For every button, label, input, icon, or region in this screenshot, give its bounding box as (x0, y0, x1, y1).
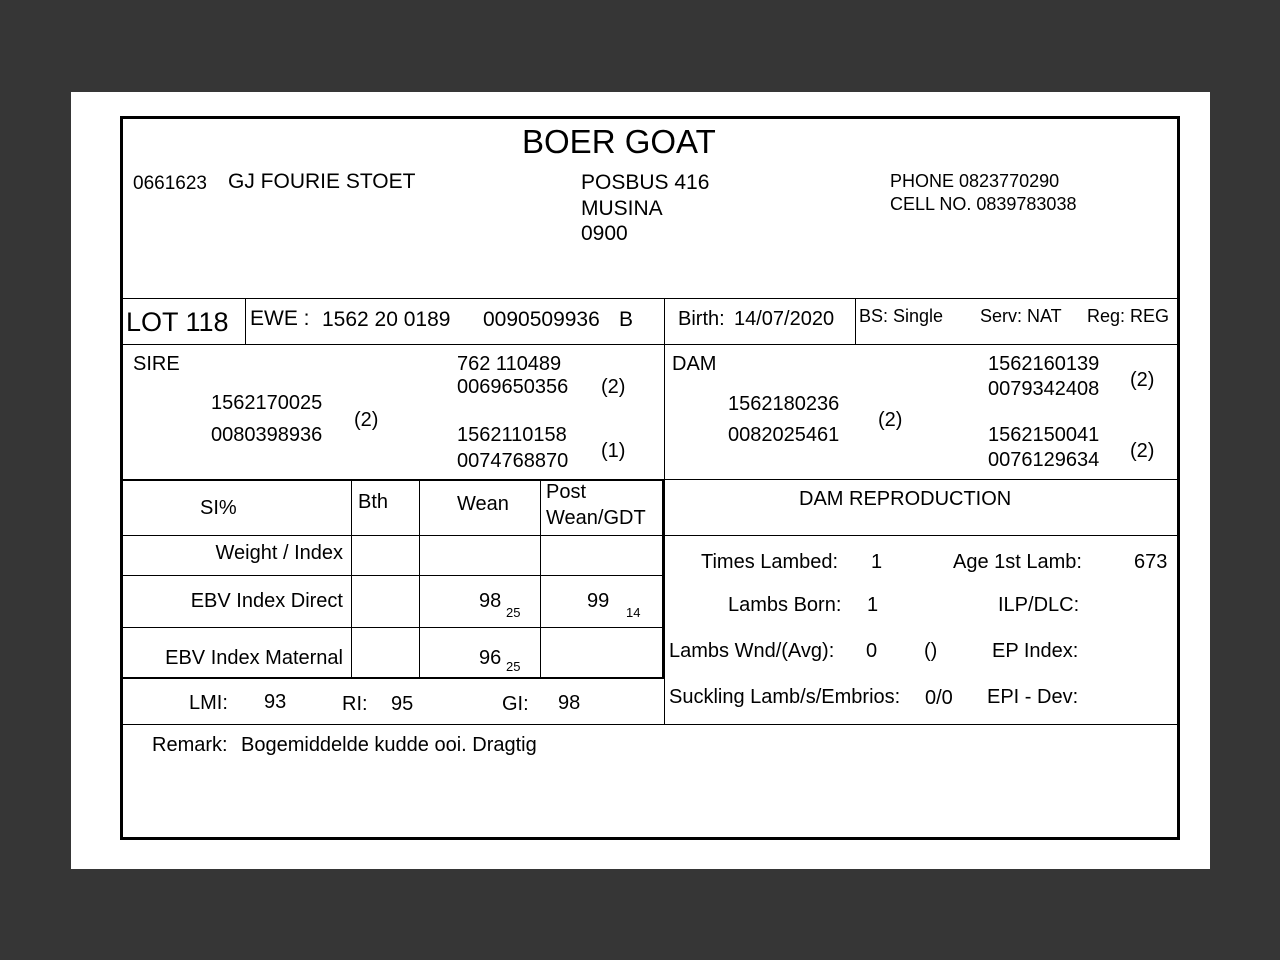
divider (121, 344, 1178, 345)
ep-index-label: EP Index: (992, 640, 1079, 662)
dam-sire-grade: (2) (1130, 369, 1155, 391)
divider (351, 481, 352, 677)
dam-grade: (2) (878, 409, 903, 431)
sale-card (120, 116, 1180, 840)
remark-text: Bogemiddelde kudde ooi. Dragtig (241, 734, 537, 756)
row-label-direct: EBV Index Direct (190, 590, 343, 612)
sire-sire-reg: 0069650356 (457, 376, 569, 398)
lot-number: LOT 118 (126, 307, 229, 337)
divider (121, 479, 123, 679)
sire-dam-reg: 0074768870 (457, 450, 569, 472)
divider (664, 479, 1178, 480)
dam-sire-reg: 0079342408 (988, 378, 1100, 400)
dam-label: DAM (672, 353, 717, 375)
birth-status: BS: Single (859, 306, 944, 326)
service: Serv: NAT (980, 306, 1062, 326)
card-title: BOER GOAT (522, 123, 716, 160)
divider (121, 298, 1178, 299)
dam-dam-grade: (2) (1130, 440, 1155, 462)
sire-dam-id: 1562110158 (457, 424, 567, 446)
sire-reg: 0080398936 (211, 424, 323, 446)
direct-post-value: 99 (587, 590, 610, 612)
suckling-label: Suckling Lamb/s/Embrios: (669, 686, 901, 708)
dam-reg: 0082025461 (728, 424, 840, 446)
column-header-post-wean: Wean/GDT (546, 507, 646, 529)
column-header-post: Post (546, 481, 587, 503)
sire-sire-grade: (2) (601, 376, 626, 398)
divider (121, 627, 664, 628)
address-line: POSBUS 416 (581, 171, 710, 194)
lambs-weaned-value: 0 (866, 640, 878, 662)
divider (121, 575, 664, 576)
times-lambed-label: Times Lambed: (701, 551, 839, 573)
gi-label: GI: (502, 693, 529, 715)
maternal-wean-value: 96 (479, 647, 502, 669)
maternal-wean-accuracy: 25 (506, 659, 521, 674)
phone: PHONE 0823770290 (890, 171, 1060, 191)
sire-grade: (2) (354, 409, 379, 431)
lambs-weaned-label: Lambs Wnd/(Avg): (669, 640, 835, 662)
gi-value: 98 (558, 692, 581, 714)
ri-value: 95 (391, 693, 414, 715)
lmi-label: LMI: (189, 692, 228, 714)
divider (419, 481, 420, 677)
sire-label: SIRE (133, 353, 180, 375)
row-label-weight: Weight / Index (215, 542, 343, 564)
sire-sire-id: 762 110489 (457, 353, 562, 375)
address-line: MUSINA (581, 197, 663, 220)
sire-id: 1562170025 (211, 392, 323, 414)
divider (662, 479, 664, 679)
epi-dev-label: EPI - Dev: (987, 686, 1079, 708)
lambs-born-value: 1 (867, 594, 879, 616)
column-header-wean: Wean (457, 493, 509, 515)
age-first-lamb-label: Age 1st Lamb: (953, 551, 1082, 573)
divider (245, 298, 246, 344)
ewe-label: EWE : (250, 307, 310, 330)
lambs-weaned-avg: () (924, 640, 938, 662)
ewe-grade: B (619, 308, 634, 331)
row-label-maternal: EBV Index Maternal (165, 647, 343, 669)
divider (121, 724, 1178, 725)
dam-sire-id: 1562160139 (988, 353, 1100, 375)
lambs-born-label: Lambs Born: (728, 594, 842, 616)
divider (540, 481, 541, 677)
lmi-value: 93 (264, 691, 287, 713)
divider (121, 535, 1178, 536)
divider (664, 298, 665, 724)
remark-label: Remark: (152, 734, 228, 756)
times-lambed-value: 1 (871, 551, 883, 573)
direct-wean-accuracy: 25 (506, 605, 521, 620)
address-line: 0900 (581, 222, 628, 245)
dam-dam-id: 1562150041 (988, 424, 1100, 446)
ewe-id: 1562 20 0189 (322, 308, 451, 331)
cell-number: CELL NO. 0839783038 (890, 194, 1077, 214)
breeder-name: GJ FOURIE STOET (228, 170, 416, 193)
birth-label: Birth: (678, 308, 725, 330)
suckling-value: 0/0 (925, 687, 953, 709)
ewe-reg: 0090509936 (483, 308, 600, 331)
registration: Reg: REG (1087, 306, 1170, 326)
dam-dam-reg: 0076129634 (988, 449, 1100, 471)
column-header-bth: Bth (358, 491, 389, 513)
birth-date: 14/07/2020 (734, 308, 835, 330)
ilp-dlc-label: ILP/DLC: (998, 594, 1080, 616)
dam-id: 1562180236 (728, 393, 840, 415)
divider (121, 677, 664, 679)
direct-wean-value: 98 (479, 590, 502, 612)
age-first-lamb-value: 673 (1134, 551, 1168, 573)
reproduction-title: DAM REPRODUCTION (799, 488, 1012, 510)
direct-post-accuracy: 14 (626, 605, 641, 620)
si-percent-label: SI% (200, 497, 237, 519)
sire-dam-grade: (1) (601, 440, 626, 462)
ri-label: RI: (342, 693, 368, 715)
divider (855, 298, 856, 344)
breeder-code: 0661623 (133, 173, 207, 194)
